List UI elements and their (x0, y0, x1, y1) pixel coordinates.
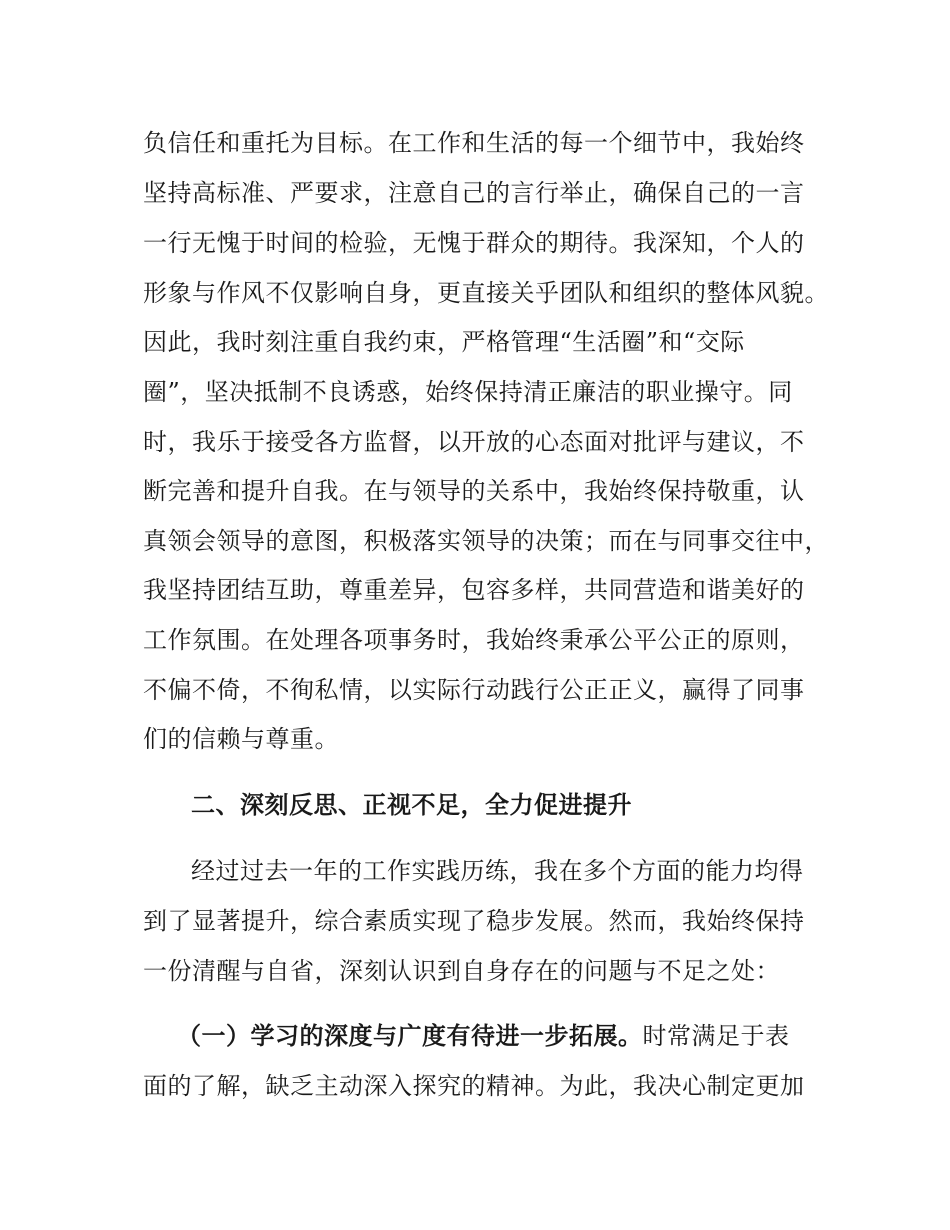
section-heading: 二、深刻反思、正视不足，全力促进提升 (191, 791, 632, 819)
text-line: 面的了解，缺乏主动深入探究的精神。为此，我决心制定更加 (143, 1072, 805, 1100)
subheading-title: （一）学习的深度与广度有待进一步拓展。 (177, 1022, 643, 1050)
subheading-line (177, 1021, 857, 1051)
text-line: 不偏不倚，不徇私情，以实际行动践行公正正义，赢得了同事 (143, 676, 805, 704)
text-line: 形象与作风不仅影响自身，更直接关乎团队和组织的整体风貌。 (143, 279, 829, 307)
text-line: 断完善和提升自我。在与领导的关系中，我始终保持敬重，认 (143, 477, 805, 505)
text-line: 工作氛围。在处理各项事务时，我始终秉承公平公正的原则， (143, 626, 805, 654)
text-line: 因此，我时刻注重自我约束，严格管理“生活圈”和“交际 (143, 328, 745, 356)
text-line: 一行无愧于时间的检验，无愧于群众的期待。我深知，个人的 (143, 229, 805, 257)
text-line: 我坚持团结互助，尊重差异，包容多样，共同营造和谐美好的 (143, 576, 805, 604)
text-line: 时，我乐于接受各方监督，以开放的心态面对批评与建议，不 (143, 428, 805, 456)
text-line: 坚持高标准、严要求，注意自己的言行举止，确保自己的一言 (143, 179, 805, 207)
text-line: 圈”，坚决抵制不良诱惑，始终保持清正廉洁的职业操守。同 (143, 378, 793, 406)
text-line: 负信任和重托为目标。在工作和生活的每一个细节中，我始终 (143, 129, 805, 157)
text-line: 到了显著提升，综合素质实现了稳步发展。然而，我始终保持 (143, 907, 805, 935)
subheading-text: 时常满足于表 (642, 1022, 790, 1050)
text-line: 真领会领导的意图，积极落实领导的决策；而在与同事交往中， (143, 527, 829, 555)
text-line: 一份清醒与自省，深刻认识到自身存在的问题与不足之处： (143, 957, 780, 985)
text-line: 们的信赖与尊重。 (143, 725, 339, 753)
text-line: 经过过去一年的工作实践历练，我在多个方面的能力均得 (191, 857, 804, 885)
